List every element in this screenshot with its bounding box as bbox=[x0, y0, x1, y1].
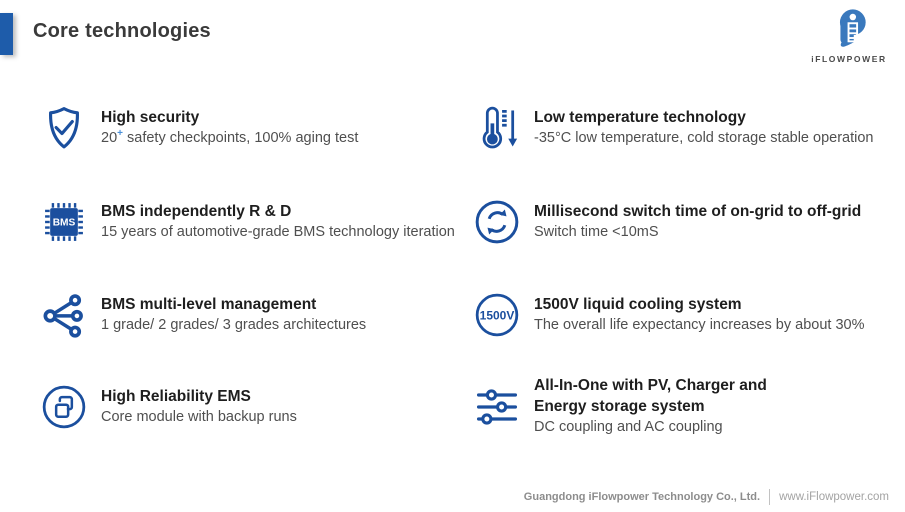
chip-label: BMS bbox=[52, 217, 76, 229]
shield-check-icon bbox=[40, 104, 88, 152]
feature-title: BMS independently R & D bbox=[101, 203, 292, 220]
brand-name: iFLOWPOWER bbox=[811, 54, 887, 64]
brand-logo bbox=[803, 8, 895, 64]
footer-website: www.iFlowpower.com bbox=[779, 491, 889, 503]
feature-desc: Core module with backup runs bbox=[101, 409, 297, 425]
badge-label: 1500V bbox=[479, 308, 515, 323]
feature-desc: -35°C low temperature, cold storage stable operation bbox=[534, 130, 874, 146]
footer bbox=[524, 489, 889, 505]
feature-switch-time bbox=[473, 198, 861, 246]
feature-desc: 20+ safety checkpoints, 100% aging test bbox=[101, 128, 359, 146]
footer-divider bbox=[769, 489, 770, 505]
feature-low-temperature bbox=[473, 104, 873, 152]
feature-title: High security bbox=[101, 109, 200, 126]
feature-title: High Reliability EMS bbox=[101, 388, 251, 405]
sync-arrows-icon bbox=[473, 198, 521, 246]
feature-desc: The overall life expectancy increases by about 30% bbox=[534, 317, 865, 333]
feature-title: BMS multi-level management bbox=[101, 296, 317, 313]
feature-desc: DC coupling and AC coupling bbox=[534, 419, 723, 435]
feature-multi-level bbox=[40, 291, 366, 339]
bms-chip-icon bbox=[40, 198, 88, 246]
feature-title-line2: Energy storage system bbox=[534, 398, 705, 415]
feature-1500v-cooling bbox=[473, 291, 864, 339]
iflowpower-logo-icon bbox=[828, 8, 870, 53]
feature-title: 1500V liquid cooling system bbox=[534, 296, 742, 313]
feature-bms-rd bbox=[40, 198, 455, 246]
feature-high-security bbox=[40, 104, 358, 152]
feature-desc: 15 years of automotive-grade BMS technology iteration bbox=[101, 224, 455, 240]
feature-desc: Switch time <10mS bbox=[534, 224, 659, 240]
footer-company-name: Guangdong iFlowpower Technology Co., Ltd. bbox=[523, 491, 761, 503]
superscript-plus: + bbox=[117, 128, 123, 140]
1500v-badge-icon bbox=[473, 291, 521, 339]
multi-level-network-icon bbox=[40, 291, 88, 339]
feature-title: All-In-One with PV, Charger and bbox=[534, 377, 767, 394]
sliders-icon bbox=[473, 383, 521, 431]
feature-title: Millisecond switch time of on-grid to off-grid bbox=[534, 203, 862, 220]
ems-modules-icon bbox=[40, 383, 88, 431]
feature-ems bbox=[40, 383, 297, 431]
thermometer-low-icon bbox=[473, 104, 521, 152]
feature-desc: 1 grade/ 2 grades/ 3 grades architectures bbox=[101, 317, 367, 333]
title-accent-bar bbox=[0, 13, 13, 55]
feature-title: Low temperature technology bbox=[534, 109, 746, 126]
page-title: Core technologies bbox=[33, 20, 211, 42]
feature-all-in-one bbox=[473, 375, 767, 438]
